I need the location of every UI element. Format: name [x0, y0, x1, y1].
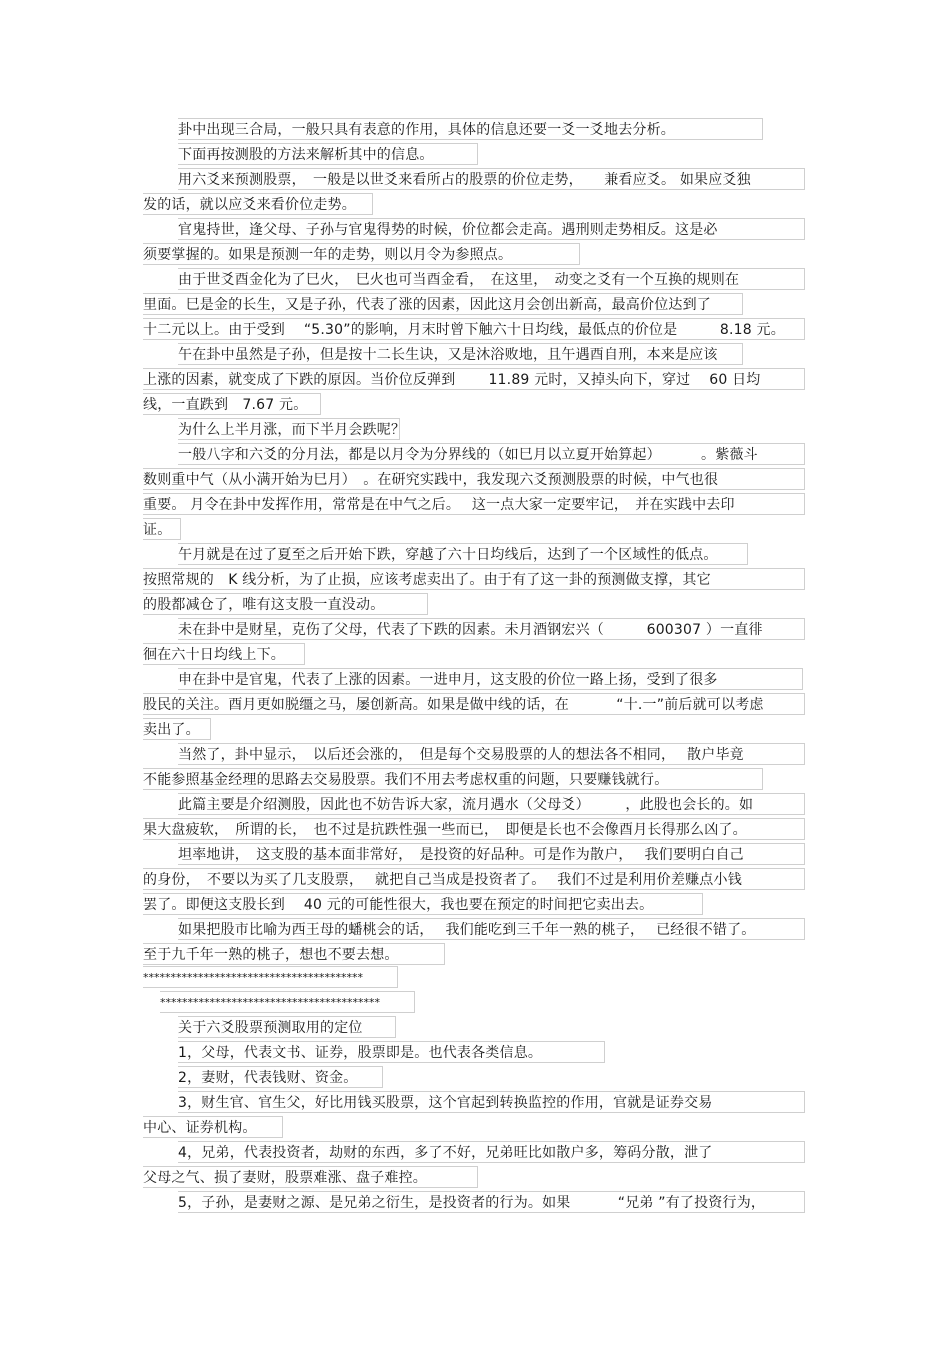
text-line: 卖出了。 — [143, 718, 211, 740]
text-line: 按照常规的 K 线分析，为了止损，应该考虑卖出了。由于有了这一卦的预测做支撑，其它 — [143, 568, 805, 590]
text-line: 重要。 月令在卦中发挥作用，常常是在中气之后。 这一点大家一定要牢记， 并在实践中去印 — [143, 493, 805, 515]
list-item: 4，兄弟，代表投资者，劫财的东西，多了不好，兄弟旺比如散户多，筹码分散，泄了 — [178, 1141, 805, 1163]
text-line: 线，一直跌到 7.67 元。 — [143, 393, 321, 415]
text-line: 的股都减仓了，唯有这支股一直没动。 — [143, 593, 428, 615]
list-item: 5，子孙，是妻财之源、是兄弟之衍生，是投资者的行为。如果 “兄弟 ”有了投资行为， — [178, 1191, 805, 1213]
text-line: 证。 — [143, 518, 181, 540]
text-line: 官鬼持世，逢父母、子孙与官鬼得势的时候，价位都会走高。遇刑则走势相反。这是必 — [178, 218, 805, 240]
text-line: 为什么上半月涨，而下半月会跌呢？ — [178, 418, 400, 440]
text-line: 当然了，卦中显示， 以后还会涨的， 但是每个交易股票的人的想法各不相同， 散户毕竟 — [178, 743, 805, 765]
divider-line: **************************************** — [160, 991, 415, 1013]
text-line: 果大盘疲软， 所谓的长， 也不过是抗跌性强一些而已， 即便是长也不会像酉月长得那么凶了。 — [143, 818, 805, 840]
text-line: 数则重中气（从小满开始为巳月） 。在研究实践中，我发现六爻预测股票的时候，中气也很 — [143, 468, 805, 490]
text-line: 须要掌握的。如果是预测一年的走势，则以月令为参照点。 — [143, 243, 580, 265]
text-line: 午在卦中虽然是子孙，但是按十二长生诀，又是沐浴败地，且午遇酉自刑，本来是应该 — [178, 343, 743, 365]
text-line: 父母之气、损了妻财，股票难涨、盘子难控。 — [143, 1166, 478, 1188]
text-line: 坦率地讲， 这支股的基本面非常好， 是投资的好品种。可是作为散户， 我们要明白自己 — [178, 843, 805, 865]
text-line: 此篇主要是介绍测股，因此也不妨告诉大家，流月遇水（父母爻） ，此股也会长的。如 — [178, 793, 805, 815]
text-line: 至于九千年一熟的桃子，想也不要去想。 — [143, 943, 445, 965]
text-line: 一般八字和六爻的分月法，都是以月令为分界线的（如巳月以立夏开始算起） 。紫薇斗 — [178, 443, 805, 465]
text-line: 罢了。即便这支股长到 40 元的可能性很大，我也要在预定的时间把它卖出去。 — [143, 893, 703, 915]
text-line: 中心、证券机构。 — [143, 1116, 283, 1138]
text-line: 上涨的因素，就变成了下跌的原因。当价位反弹到 11.89 元时，又掉头向下，穿过 60 日均 — [143, 368, 805, 390]
text-line: 午月就是在过了夏至之后开始下跌，穿越了六十日均线后，达到了一个区域性的低点。 — [178, 543, 748, 565]
text-line: 下面再按测股的方法来解析其中的信息。 — [178, 143, 478, 165]
text-line: 徊在六十日均线上下。 — [143, 643, 305, 665]
text-line: 十二元以上。由于受到 “5.30”的影响，月末时曾下触六十日均线，最低点的价位是 8.18 元。 — [143, 318, 805, 340]
section-heading: 关于六爻股票预测取用的定位 — [178, 1016, 396, 1038]
text-line: 如果把股市比喻为西王母的蟠桃会的话， 我们能吃到三千年一熟的桃子， 已经很不错了。 — [178, 918, 805, 940]
text-line: 的身份， 不要以为买了几支股票， 就把自己当成是投资者了。 我们不过是利用价差赚点小钱 — [143, 868, 805, 890]
text-line: 不能参照基金经理的思路去交易股票。我们不用去考虑权重的问题，只要赚钱就行。 — [143, 768, 763, 790]
list-item: 2，妻财，代表钱财、资金。 — [178, 1066, 383, 1088]
text-line: 里面。巳是金的长生，又是子孙，代表了涨的因素，因此这月会创出新高，最高价位达到了 — [143, 293, 743, 315]
text-line: 用六爻来预测股票， 一般是以世爻来看所占的股票的价位走势， 兼看应爻。 如果应爻独 — [178, 168, 805, 190]
text-line: 股民的关注。酉月更如脱缰之马，屡创新高。如果是做中线的话，在 “十.一”前后就可以考虑 — [143, 693, 805, 715]
text-line: 由于世爻酉金化为了巳火， 巳火也可当酉金看， 在这里， 动变之爻有一个互换的规则在 — [178, 268, 805, 290]
list-item: 3，财生官、官生父，好比用钱买股票，这个官起到转换监控的作用，官就是证券交易 — [178, 1091, 805, 1113]
list-item: 1，父母，代表文书、证券，股票即是。也代表各类信息。 — [178, 1041, 605, 1063]
text-line: 未在卦中是财星，克伤了父母，代表了下跌的因素。未月酒钢宏兴（ 600307 ）一直徘 — [178, 618, 805, 640]
text-line: 发的话，就以应爻来看价位走势。 — [143, 193, 373, 215]
text-line: 卦中出现三合局，一般只具有表意的作用，具体的信息还要一爻一爻地去分析。 — [178, 118, 763, 140]
divider-line: **************************************** — [143, 966, 398, 988]
text-line: 申在卦中是官鬼，代表了上涨的因素。一进申月，这支股的价位一路上扬，受到了很多 — [178, 668, 803, 690]
